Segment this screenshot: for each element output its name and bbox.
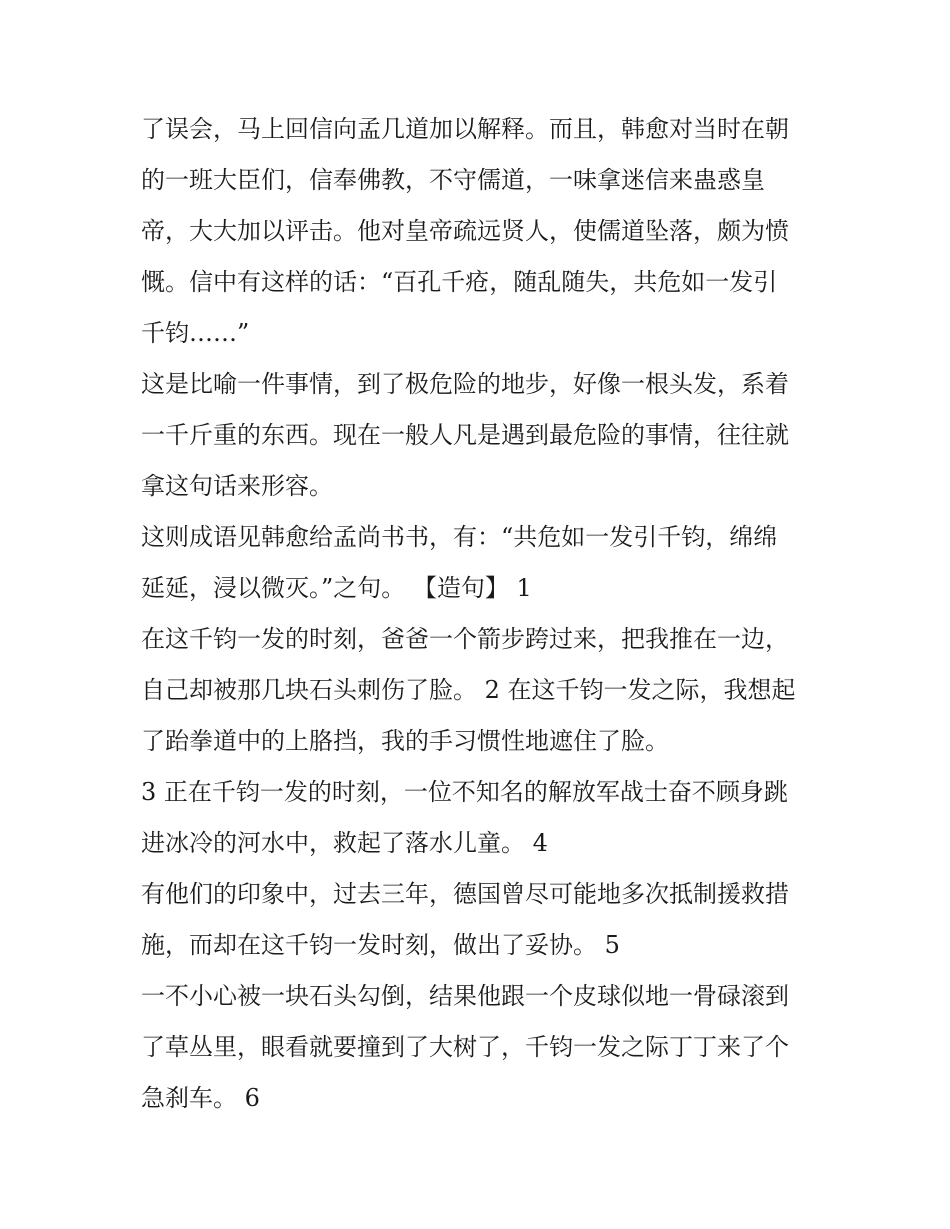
paragraph-1: 了误会，马上回信向孟几道加以解释。而且，韩愈对当时在朝 的一班大臣们，信奉佛教，不守儒道，一味拿迷信来蛊惑皇 帝，大大加以评击。他对皇帝疏远贤人，使儒道坠落，颇为愤 慨。信中有这样的话：“百孔千疮，随乱随失，共危如一发引 千钧……” (141, 115, 789, 347)
paragraph-2: 这是比喻一件事情，到了极危险的地步，好像一根头发，系着 一千斤重的东西。现在一般人凡是遇到最危险的事情，往往就 拿这句话来形容。 (141, 370, 789, 500)
paragraph-6: 有他们的印象中，过去三年，德国曾尽可能地多次抵制援救措 施，而却在这千钧一发时刻，做出了妥协。 5 (141, 880, 789, 959)
document-body (141, 104, 821, 1124)
paragraph-4: 在这千钧一发的时刻，爸爸一个箭步跨过来，把我推在一边， 自己却被那几块石头刺伤了脸。 2 在这千钧一发之际，我想起 了跆拳道中的上胳挡，我的手习惯性地遮住了脸。 (141, 625, 796, 755)
paragraph-3: 这则成语见韩愈给孟尚书书，有：“共危如一发引千钧，绵绵 延延，浸以微灭。”之句。 【造句】 1 (141, 523, 778, 602)
paragraph-7: 一不小心被一块石头勾倒，结果他跟一个皮球似地一骨碌滚到 了草丛里，眼看就要撞到了大树了，千钧一发之际丁丁来了个 急刹车。 6 (141, 982, 789, 1112)
paragraph-5: 3 正在千钧一发的时刻，一位不知名的解放军战士奋不顾身跳 进冰冷的河水中，救起了落水儿童。 4 (141, 778, 788, 857)
